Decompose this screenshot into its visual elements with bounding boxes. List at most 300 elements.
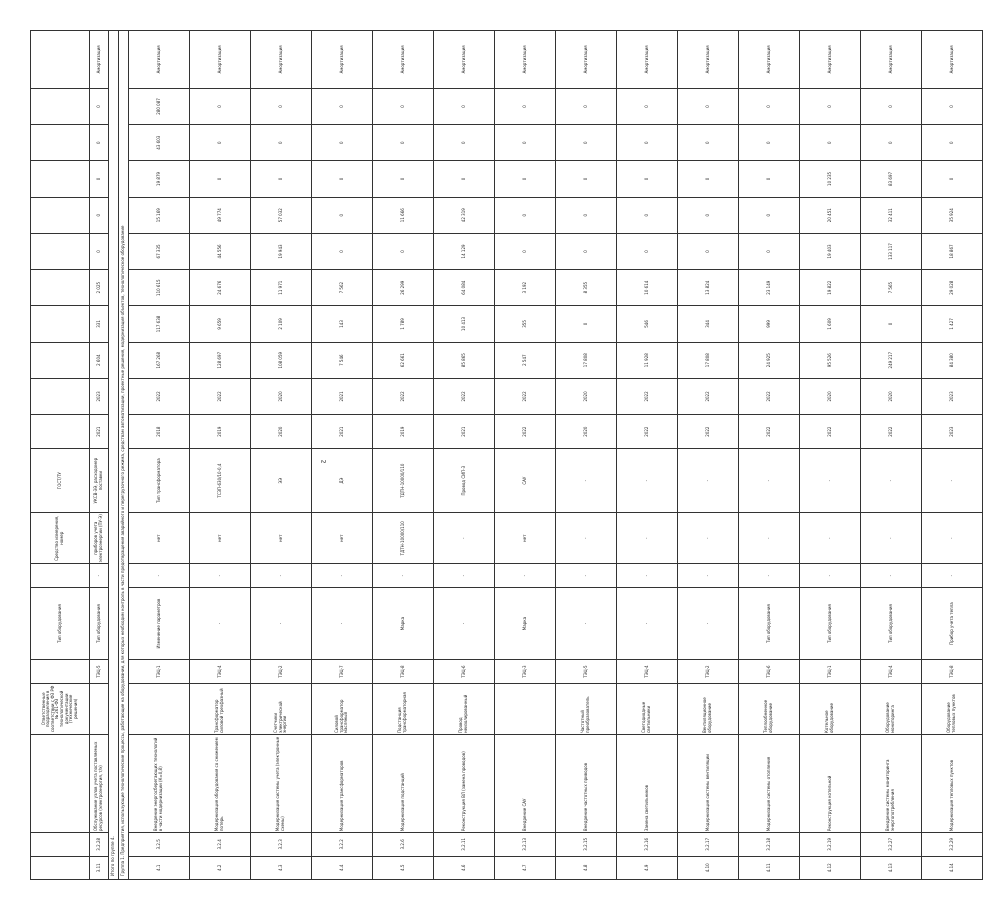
table-row [800, 31, 861, 880]
table-row [312, 31, 373, 880]
table-row [739, 31, 800, 880]
table-cell-v6: 0 [739, 197, 800, 233]
table-cell-c5: ТЭЦ-4 [861, 660, 922, 683]
table-cell-v8: 0 [90, 125, 109, 161]
table-body [31, 31, 983, 880]
table-cell-c6: Марка [373, 587, 434, 660]
table-cell-c6: - [434, 587, 495, 660]
subtotal-row [109, 31, 119, 880]
table-cell-v3: 143 [312, 306, 373, 342]
table-cell-v3: 355 [495, 306, 556, 342]
table-cell-code: 3.2.17 [678, 833, 739, 856]
subtotal-row-text: Итого по группе 4. [109, 31, 119, 880]
header-cell [31, 833, 90, 856]
table-cell-year: 2018 [129, 415, 190, 449]
table-cell-v8: 0 [861, 125, 922, 161]
table-cell-name: Модернизация подстанций [373, 734, 434, 832]
table-cell-v5: 0 [739, 233, 800, 269]
table-cell-c5: ТЭЦ-5 [556, 660, 617, 683]
table-cell-dept: Теплообменное оборудование [739, 683, 800, 734]
table-cell-num: 4.3 [251, 856, 312, 879]
table-cell-num: 4.7 [495, 856, 556, 879]
table-cell-dept: Оборудование мониторинга [861, 683, 922, 734]
table-cell-v3: 999 [739, 306, 800, 342]
table-cell-v4: 13 824 [678, 270, 739, 306]
table-cell-num: 4.5 [373, 856, 434, 879]
table-cell-v6: 0 [495, 197, 556, 233]
table-cell-name: Обслуживание узлов учета поставляемых ресурсов (электроэнергия, т/э) [90, 734, 109, 832]
table-cell-v3: 10 413 [434, 306, 495, 342]
table-cell-v9: 0 [373, 88, 434, 124]
table-cell-c8: - [861, 513, 922, 564]
table-cell-v5: 18 867 [922, 233, 983, 269]
table-row [556, 31, 617, 880]
table-cell-c5: ТЭЦ-4 [617, 660, 678, 683]
table-cell-v2: 2 547 [495, 342, 556, 378]
table-cell-c5: ТЭЦ-6 [739, 660, 800, 683]
table-cell-v6: 49 774 [190, 197, 251, 233]
table-cell-year: 2020 [251, 415, 312, 449]
table-cell-c7: - [739, 564, 800, 587]
table-cell-v5: 0 [678, 233, 739, 269]
table-cell-v3: 2 109 [251, 306, 312, 342]
table-row [90, 31, 109, 880]
table-cell-c9: - [739, 449, 800, 513]
table-cell-v7: 83 697 [861, 161, 922, 197]
table-cell-v5: 19 943 [251, 233, 312, 269]
table-cell-year: 2022 [678, 415, 739, 449]
table-cell-v9: 0 [312, 88, 373, 124]
table-cell-c7: - [556, 564, 617, 587]
table-cell-v9: 280 087 [129, 88, 190, 124]
table-cell-v8: 0 [312, 125, 373, 161]
table-cell-v6: 0 [90, 197, 109, 233]
table-cell-year: 2021 [90, 415, 109, 449]
table-cell-v9: 0 [678, 88, 739, 124]
table-cell-v7: 0 [678, 161, 739, 197]
table-cell-v4: 29 028 [922, 270, 983, 306]
table-cell-code: 3.2.11 [434, 833, 495, 856]
table-cell-end: Амортизация [90, 31, 109, 89]
table-cell-c8: - [434, 513, 495, 564]
table-cell-v6: 0 [556, 197, 617, 233]
table-cell-v1: 2022 [434, 378, 495, 414]
header-cell [31, 88, 90, 124]
table-cell-v9: 0 [90, 88, 109, 124]
table-cell-end: Амортизация [861, 31, 922, 89]
table-cell-c6: - [617, 587, 678, 660]
table-cell-v6: 0 [678, 197, 739, 233]
table-cell-v3: 546 [617, 306, 678, 342]
table-cell-num: 4.4 [312, 856, 373, 879]
table-cell-v1: 2020 [800, 378, 861, 414]
table-cell-code: 3.2.13 [495, 833, 556, 856]
table-cell-v4: 10 614 [617, 270, 678, 306]
table-cell-c7: - [190, 564, 251, 587]
table-cell-v9: 0 [617, 88, 678, 124]
table-cell-c7: - [861, 564, 922, 587]
table-cell-end: Амортизация [373, 31, 434, 89]
table-cell-v4: 19 822 [800, 270, 861, 306]
table-cell-c8: - [617, 513, 678, 564]
table-cell-code: 3.2.15 [556, 833, 617, 856]
rotated-table-container [30, 30, 956, 880]
table-cell-dept: Светодиодные светильники [617, 683, 678, 734]
table-cell-v7: 0 [434, 161, 495, 197]
table-cell-v1: 2020 [861, 378, 922, 414]
table-cell-year: 2022 [617, 415, 678, 449]
table-cell-code: 3.2.27 [861, 833, 922, 856]
table-cell-v1: 2022 [373, 378, 434, 414]
table-cell-c5: ТЭЦ-1 [800, 660, 861, 683]
table-cell-name: Модернизация системы учета (электронные схемы) [251, 734, 312, 832]
table-cell-c6: Тип оборудования [90, 587, 109, 660]
table-cell-v2: 62 661 [373, 342, 434, 378]
table-cell-code: 3.2.4 [190, 833, 251, 856]
table-cell-end: Амортизация [678, 31, 739, 89]
page-number: 2 [319, 459, 327, 464]
table-cell-dept: Частотный преобразователь [556, 683, 617, 734]
table-row [373, 31, 434, 880]
table-cell-code: 3.2.29 [922, 833, 983, 856]
table-cell-num: 4.12 [800, 856, 861, 879]
table-cell-name: Модернизация трансформаторов [312, 734, 373, 832]
table-cell-c5: ТЭЦ-2 [251, 660, 312, 683]
table-cell-v9: 0 [922, 88, 983, 124]
table-cell-c5: ТЭЦ-1 [129, 660, 190, 683]
table-cell-name: Замена светильников [617, 734, 678, 832]
table-cell-name: Внедрение САУ [495, 734, 556, 832]
table-cell-num: 4.2 [190, 856, 251, 879]
table-cell-v2: 95 526 [800, 342, 861, 378]
table-cell-v1: 2023 [90, 378, 109, 414]
table-cell-v7: 0 [922, 161, 983, 197]
table-cell-v9: 0 [556, 88, 617, 124]
header-cell [31, 197, 90, 233]
table-cell-v1: 2022 [129, 378, 190, 414]
table-cell-v2: 7 546 [312, 342, 373, 378]
table-cell-v1: 2020 [251, 378, 312, 414]
header-cell: ГОСТ/ТУ [31, 449, 90, 513]
table-cell-c9: САУ [495, 449, 556, 513]
table-row [861, 31, 922, 880]
table-row [495, 31, 556, 880]
table-cell-v9: 0 [861, 88, 922, 124]
table-cell-v8: 0 [922, 125, 983, 161]
table-cell-code: 3.2.16 [617, 833, 678, 856]
table-cell-v1: 2022 [190, 378, 251, 414]
table-cell-v4: 23 149 [739, 270, 800, 306]
table-cell-v8: 0 [495, 125, 556, 161]
table-cell-v7: 0 [90, 161, 109, 197]
table-cell-num: 4.9 [617, 856, 678, 879]
table-cell-v4: 11 971 [251, 270, 312, 306]
table-cell-v8: 0 [434, 125, 495, 161]
table-cell-end: Амортизация [739, 31, 800, 89]
table-cell-year: 2021 [434, 415, 495, 449]
table-cell-v6: 0 [617, 197, 678, 233]
table-cell-dept: Счетчики электрической энергии [251, 683, 312, 734]
table-row [190, 31, 251, 880]
table-cell-v7: 0 [312, 161, 373, 197]
table-row [129, 31, 190, 880]
table-cell-v2: 128 697 [190, 342, 251, 378]
table-cell-end: Амортизация [129, 31, 190, 89]
table-cell-year: 2022 [739, 415, 800, 449]
table-cell-num: 4.10 [678, 856, 739, 879]
table-cell-v8: 0 [678, 125, 739, 161]
table-cell-c8: - [800, 513, 861, 564]
table-row [251, 31, 312, 880]
table-cell-v4: 7 565 [861, 270, 922, 306]
table-cell-c6: Тип оборудования [861, 587, 922, 660]
table-cell-c8: - [556, 513, 617, 564]
table-cell-c6: - [556, 587, 617, 660]
table-cell-v2: 85 865 [434, 342, 495, 378]
table-cell-v2: 11 928 [617, 342, 678, 378]
header-cell [31, 378, 90, 414]
table-cell-v2: 17 808 [556, 342, 617, 378]
table-cell-c7: - [922, 564, 983, 587]
table-cell-dept: Вентиляционное оборудование [678, 683, 739, 734]
table-cell-v9: 0 [739, 88, 800, 124]
table-cell-c7: - [495, 564, 556, 587]
table-cell-c6: Тип оборудования [739, 587, 800, 660]
table-cell-c8: нет [312, 513, 373, 564]
table-cell-v8: 43 603 [129, 125, 190, 161]
table-cell-v2: 84 380 [922, 342, 983, 378]
table-cell-v7: 0 [556, 161, 617, 197]
table-cell-c8: нет [129, 513, 190, 564]
table-cell-v1: 2020 [556, 378, 617, 414]
table-cell-code: 3.2.28 [90, 833, 109, 856]
table-cell-end: Амортизация [922, 31, 983, 89]
table-cell-v2: 167 268 [129, 342, 190, 378]
table-cell-c8: нет [190, 513, 251, 564]
table-cell-v6: 32 411 [861, 197, 922, 233]
table-cell-year: 2022 [861, 415, 922, 449]
group-row-text: Группа 1. Предприятия, использующие технологические процессы, работающие на оборудовании, для которых необходим контроль в части предотвращения аварийного и перегрузочного режима, средствам автоматизации, проектные решения, модернизация объектов, технологическое оборудование [119, 31, 129, 880]
table-cell-name: Модернизация оборудования со снижением потерь [190, 734, 251, 832]
header-cell [31, 415, 90, 449]
table-cell-v3: 9 659 [190, 306, 251, 342]
table-cell-v5: 0 [556, 233, 617, 269]
table-cell-v1: 2022 [495, 378, 556, 414]
table-cell-c5: ТЭЦ-4 [190, 660, 251, 683]
table-cell-v2: 249 217 [861, 342, 922, 378]
header-cell [31, 660, 90, 683]
table-cell-v4: 7 562 [312, 270, 373, 306]
table-cell-v6: 0 [312, 197, 373, 233]
table-cell-v1: 2023 [922, 378, 983, 414]
table-cell-v4: 24 676 [190, 270, 251, 306]
table-cell-v9: 0 [800, 88, 861, 124]
table-cell-c5: ТЭЦ-2 [678, 660, 739, 683]
table-cell-v1: 2021 [312, 378, 373, 414]
table-cell-num: 4.11 [739, 856, 800, 879]
table-cell-c9: - [617, 449, 678, 513]
table-cell-v4: 2 025 [90, 270, 109, 306]
table-cell-end: Амортизация [251, 31, 312, 89]
table-cell-dept [90, 683, 109, 734]
table-cell-v4: 8 355 [556, 270, 617, 306]
table-cell-num: 4.14 [922, 856, 983, 879]
table-cell-v3: 0 [861, 306, 922, 342]
table-cell-name: Модернизация тепловых пунктов [922, 734, 983, 832]
table-cell-dept [129, 683, 190, 734]
table-cell-v6: 11 666 [373, 197, 434, 233]
table-cell-v5: 0 [373, 233, 434, 269]
table-cell-v4: 64 084 [434, 270, 495, 306]
table-cell-code: 3.2.3 [251, 833, 312, 856]
table-cell-c6: - [190, 587, 251, 660]
table-cell-num: 4.8 [556, 856, 617, 879]
table-cell-v9: 0 [495, 88, 556, 124]
table-cell-dept: Оборудование тепловых пунктов [922, 683, 983, 734]
table-cell-v5: 0 [495, 233, 556, 269]
table-cell-name: Внедрение системы мониторинга энергопотребления [861, 734, 922, 832]
table-cell-v5: 0 [617, 233, 678, 269]
table-cell-v1: 2022 [617, 378, 678, 414]
table-cell-name: Реконструкция котельной [800, 734, 861, 832]
table-cell-code: 3.2.5 [129, 833, 190, 856]
table-cell-v7: 0 [617, 161, 678, 197]
table-cell-v9: 0 [251, 88, 312, 124]
table-cell-code: 3.2.6 [373, 833, 434, 856]
table-cell-code: 3.2.2 [312, 833, 373, 856]
table-cell-end: Амортизация [556, 31, 617, 89]
table-cell-c8: - [922, 513, 983, 564]
table-cell-v2: 108 059 [251, 342, 312, 378]
table-cell-c9: УКСВ-ЭЭ, расходомер поставки [90, 449, 109, 513]
table-cell-c5: ТЭЦ-6 [434, 660, 495, 683]
header-cell [31, 564, 90, 587]
table-cell-c9: - [678, 449, 739, 513]
table-cell-c7: - [800, 564, 861, 587]
header-cell [31, 233, 90, 269]
table-cell-c7: - [678, 564, 739, 587]
table-cell-c8: ТДТН-10000/110 [373, 513, 434, 564]
table-cell-c6: - [312, 587, 373, 660]
table-cell-code: 3.2.18 [739, 833, 800, 856]
table-cell-dept: Подстанция трансформаторная [373, 683, 434, 734]
table-cell-c5: ТЭЦ-3 [495, 660, 556, 683]
header-cell [31, 31, 90, 89]
measures-table [30, 30, 983, 880]
table-cell-dept: Трансформатор силовой трехфазный [190, 683, 251, 734]
table-cell-v9: 0 [190, 88, 251, 124]
table-cell-v8: 0 [617, 125, 678, 161]
table-cell-c6: Тип оборудования [800, 587, 861, 660]
table-cell-c6: - [678, 587, 739, 660]
table-cell-c6: Марка [495, 587, 556, 660]
table-cell-v3: 344 [678, 306, 739, 342]
table-cell-v8: 0 [190, 125, 251, 161]
table-cell-v2: 2 604 [90, 342, 109, 378]
table-cell-c9: ТСЗП-630/10-0,4 [190, 449, 251, 513]
table-cell-dept: Котельное оборудование [800, 683, 861, 734]
table-cell-v3: 1 427 [922, 306, 983, 342]
table-cell-end: Амортизация [190, 31, 251, 89]
table-cell-name: Модернизация системы отопления [739, 734, 800, 832]
table-cell-v6: 57 032 [251, 197, 312, 233]
table-cell-v4: 3 192 [495, 270, 556, 306]
table-cell-c5: ТЭЦ-7 [312, 660, 373, 683]
table-cell-v3: 331 [90, 306, 109, 342]
table-cell-v5: 0 [312, 233, 373, 269]
table-cell-end: Амортизация [312, 31, 373, 89]
table-cell-year: 2019 [190, 415, 251, 449]
table-cell-c5: ТЭЦ-5 [90, 660, 109, 683]
table-cell-v3: 1 789 [373, 306, 434, 342]
table-cell-c9: Провод СИП-3 [434, 449, 495, 513]
table-cell-c8: нет [251, 513, 312, 564]
header-cell [31, 270, 90, 306]
table-row [678, 31, 739, 880]
table-cell-v1: 2022 [739, 378, 800, 414]
table-cell-dept: Силовой трансформатор масляный [312, 683, 373, 734]
header-cell [31, 342, 90, 378]
table-cell-v4: 26 299 [373, 270, 434, 306]
table-cell-v8: 0 [251, 125, 312, 161]
table-cell-v6: 15 169 [129, 197, 190, 233]
table-cell-year: 2021 [312, 415, 373, 449]
header-cell [31, 734, 90, 832]
table-cell-v7: 0 [495, 161, 556, 197]
table-cell-v6: 35 924 [922, 197, 983, 233]
table-cell-name: Внедрение частотных приводов [556, 734, 617, 832]
table-cell-c5: ТЭЦ-8 [922, 660, 983, 683]
table-cell-v7: 0 [739, 161, 800, 197]
table-cell-c8: - [678, 513, 739, 564]
table-cell-v7: 0 [190, 161, 251, 197]
table-cell-v5: 67 335 [129, 233, 190, 269]
table-cell-v5: 133 117 [861, 233, 922, 269]
table-cell-v5: 19 403 [800, 233, 861, 269]
table-cell-v6: 42 319 [434, 197, 495, 233]
table-row [434, 31, 495, 880]
table-cell-v4: 110 615 [129, 270, 190, 306]
header-cell [31, 306, 90, 342]
table-cell-v7: 0 [373, 161, 434, 197]
table-cell-v9: 0 [434, 88, 495, 124]
header-cell [31, 125, 90, 161]
table-cell-year: 2022 [800, 415, 861, 449]
table-cell-c7: - [373, 564, 434, 587]
table-cell-dept: Провод неизолированный [434, 683, 495, 734]
table-cell-year: 2020 [556, 415, 617, 449]
table-cell-v5: 44 556 [190, 233, 251, 269]
table-cell-num: 4.6 [434, 856, 495, 879]
table-cell-v6: 20 451 [800, 197, 861, 233]
table-header-row [31, 31, 90, 880]
group-row [119, 31, 129, 880]
table-cell-c9: - [556, 449, 617, 513]
table-cell-c9: ЭЭ [251, 449, 312, 513]
table-cell-c9: ДЭ [312, 449, 373, 513]
table-cell-v7: 10 235 [800, 161, 861, 197]
table-cell-c8: нет [495, 513, 556, 564]
header-cell [31, 856, 90, 879]
table-cell-year: 2019 [373, 415, 434, 449]
table-cell-c7: - [312, 564, 373, 587]
table-cell-num: 4.1 [129, 856, 190, 879]
table-cell-c9: - [922, 449, 983, 513]
table-cell-num: 3.11 [90, 856, 109, 879]
table-cell-name: Модернизация системы вентиляции [678, 734, 739, 832]
header-cell: Ответственные подразделения в соответствии с ФЗ РФ № 261-ФЗ технологической документации (технические решения) [31, 683, 90, 734]
table-cell-c7: - [90, 564, 109, 587]
